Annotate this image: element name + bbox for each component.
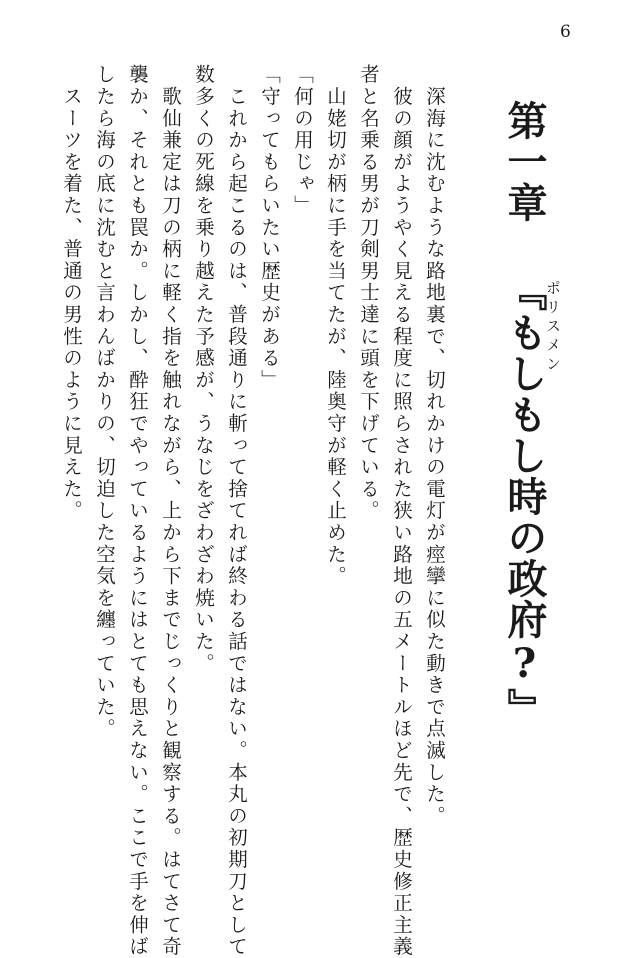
body-line-5: 「何の用じゃ」 — [291, 64, 314, 217]
body-line-12: スーツを着た、普通の男性のように見えた。 — [60, 64, 83, 522]
page-number: 6 — [560, 22, 571, 42]
body-line-8: 数多くの死線を乗り越えた予感が、うなじをざわざわ焼いた。 — [192, 64, 215, 675]
body-line-7: これから起こるのは、普段通りに斬って捨てれば終わる話ではない。本丸の初期刀として — [225, 64, 248, 958]
body-line-4: 山姥切が柄に手を当てたが、陸奥守が軽く止めた。 — [324, 64, 347, 588]
body-line-3: 者と名乗る男が刀剣男士達に頭を下げている。 — [357, 64, 380, 522]
body-line-11: したら海の底に沈むと言わんばかりの、切迫した空気を纏っていた。 — [93, 64, 116, 740]
chapter-title: 第一章 『もしもし時の政府?』 — [501, 100, 548, 729]
body-line-10: 襲か、それとも罠か。しかし、酔狂でやっているようにはとても思えない。ここで手を伸ば — [126, 64, 149, 958]
body-line-2: 彼の顔がようやく見える程度に照らされた狭い路地の五メートルほど先で、歴史修正主義 — [390, 64, 413, 958]
chapter-title-ruby: ポリスメン — [544, 280, 562, 375]
body-line-6: 「守ってもらいたい歴史がある」 — [258, 64, 281, 391]
body-line-1: 深海に沈むような路地裏で、切れかけの電灯が痙攣に似た動きで点滅した。 — [423, 64, 446, 827]
body-line-9: 歌仙兼定は刀の柄に軽く指を触れながら、上から下までじっくりと観察する。はてさて奇 — [159, 64, 182, 958]
